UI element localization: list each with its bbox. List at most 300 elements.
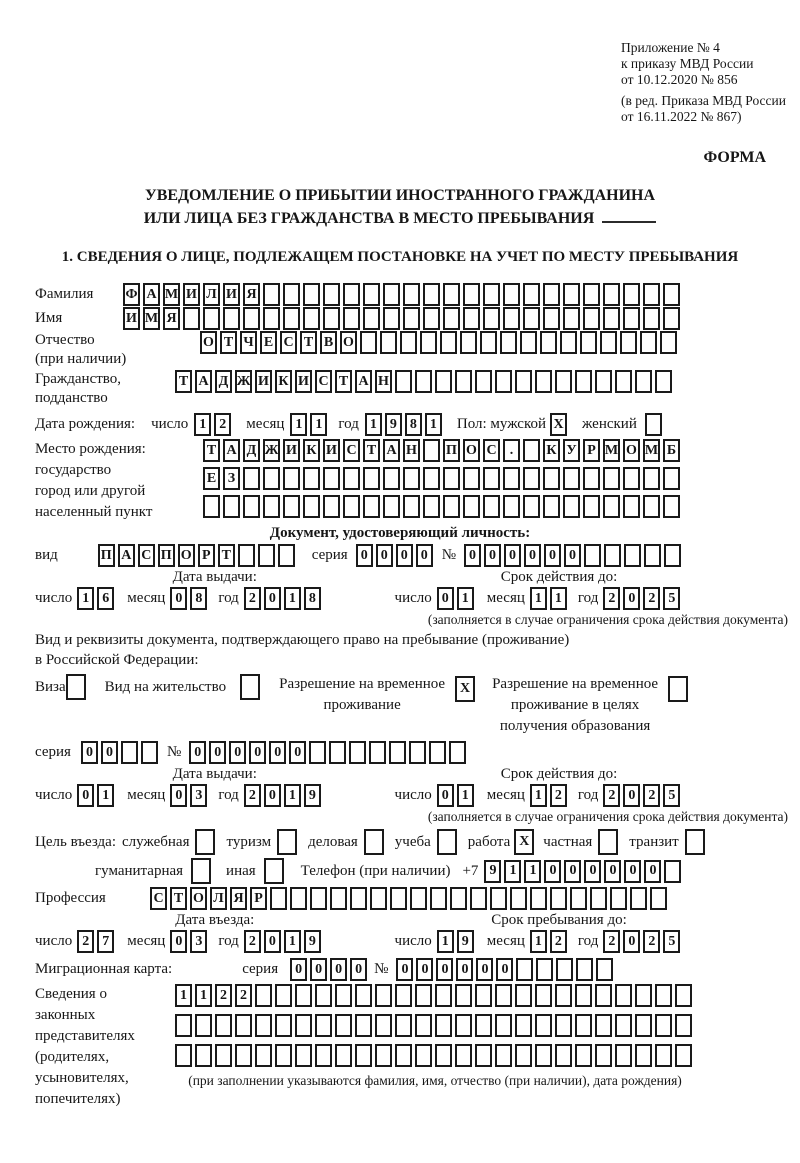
char-box[interactable]: С: [483, 439, 500, 462]
char-box[interactable]: [343, 307, 360, 330]
char-box[interactable]: 0: [356, 544, 373, 567]
char-box[interactable]: И: [123, 307, 140, 330]
char-box[interactable]: [555, 1014, 572, 1037]
char-box[interactable]: 1: [175, 984, 192, 1007]
char-box[interactable]: Е: [203, 467, 220, 490]
char-box[interactable]: П: [443, 439, 460, 462]
char-box[interactable]: 0: [249, 741, 266, 764]
char-box[interactable]: А: [383, 439, 400, 462]
char-box[interactable]: И: [255, 370, 272, 393]
char-box[interactable]: [523, 495, 540, 518]
char-box[interactable]: 1: [195, 984, 212, 1007]
char-box[interactable]: [623, 495, 640, 518]
char-box[interactable]: [283, 495, 300, 518]
char-box[interactable]: [583, 307, 600, 330]
char-box[interactable]: [258, 544, 275, 567]
char-box[interactable]: [600, 331, 617, 354]
char-box[interactable]: [323, 467, 340, 490]
char-box[interactable]: [515, 1044, 532, 1067]
char-box[interactable]: [335, 984, 352, 1007]
char-box[interactable]: 0: [484, 544, 501, 567]
char-box[interactable]: .: [503, 439, 520, 462]
char-box[interactable]: 0: [229, 741, 246, 764]
purpose-official-checkbox[interactable]: [195, 829, 215, 855]
char-box[interactable]: [623, 283, 640, 306]
char-box[interactable]: [303, 495, 320, 518]
char-box[interactable]: 9: [484, 860, 501, 883]
edu-residence-permit-checkbox[interactable]: [668, 676, 688, 702]
char-box[interactable]: О: [190, 887, 207, 910]
char-box[interactable]: О: [463, 439, 480, 462]
char-box[interactable]: А: [355, 370, 372, 393]
char-box[interactable]: 1: [365, 413, 382, 436]
char-box[interactable]: [223, 495, 240, 518]
char-box[interactable]: [603, 495, 620, 518]
char-box[interactable]: [495, 370, 512, 393]
char-box[interactable]: З: [223, 467, 240, 490]
char-box[interactable]: [223, 307, 240, 330]
char-box[interactable]: Б: [663, 439, 680, 462]
char-box[interactable]: [203, 307, 220, 330]
char-box[interactable]: 5: [663, 784, 680, 807]
char-box[interactable]: [121, 741, 138, 764]
char-box[interactable]: [655, 1044, 672, 1067]
char-box[interactable]: [415, 370, 432, 393]
char-box[interactable]: 0: [264, 587, 281, 610]
char-box[interactable]: [650, 887, 667, 910]
char-box[interactable]: Н: [403, 439, 420, 462]
char-box[interactable]: [175, 1044, 192, 1067]
char-box[interactable]: [443, 495, 460, 518]
char-box[interactable]: 0: [544, 860, 561, 883]
char-box[interactable]: 2: [550, 784, 567, 807]
char-box[interactable]: [183, 307, 200, 330]
char-box[interactable]: [330, 887, 347, 910]
char-box[interactable]: [595, 984, 612, 1007]
male-checkbox[interactable]: X: [550, 413, 567, 436]
char-box[interactable]: [303, 283, 320, 306]
char-box[interactable]: [635, 370, 652, 393]
char-box[interactable]: [563, 467, 580, 490]
char-box[interactable]: [350, 887, 367, 910]
char-box[interactable]: 2: [244, 930, 261, 953]
char-box[interactable]: [323, 495, 340, 518]
char-box[interactable]: А: [223, 439, 240, 462]
char-box[interactable]: [540, 331, 557, 354]
char-box[interactable]: О: [178, 544, 195, 567]
char-box[interactable]: С: [343, 439, 360, 462]
char-box[interactable]: 0: [504, 544, 521, 567]
char-box[interactable]: [435, 984, 452, 1007]
char-box[interactable]: [675, 1044, 692, 1067]
char-box[interactable]: 0: [264, 930, 281, 953]
char-box[interactable]: [543, 307, 560, 330]
char-box[interactable]: К: [543, 439, 560, 462]
char-box[interactable]: [243, 467, 260, 490]
char-box[interactable]: [643, 307, 660, 330]
char-box[interactable]: [523, 283, 540, 306]
char-box[interactable]: [575, 1044, 592, 1067]
char-box[interactable]: 1: [530, 930, 547, 953]
char-box[interactable]: 3: [190, 930, 207, 953]
char-box[interactable]: [235, 1044, 252, 1067]
char-box[interactable]: [663, 495, 680, 518]
char-box[interactable]: [355, 1044, 372, 1067]
char-box[interactable]: [175, 1014, 192, 1037]
char-box[interactable]: [555, 984, 572, 1007]
char-box[interactable]: В: [320, 331, 337, 354]
char-box[interactable]: 3: [190, 784, 207, 807]
char-box[interactable]: [455, 984, 472, 1007]
char-box[interactable]: 1: [290, 413, 307, 436]
char-box[interactable]: 2: [77, 930, 94, 953]
char-box[interactable]: [583, 495, 600, 518]
char-box[interactable]: 0: [437, 784, 454, 807]
char-box[interactable]: [295, 1014, 312, 1037]
char-box[interactable]: [363, 307, 380, 330]
char-box[interactable]: С: [280, 331, 297, 354]
char-box[interactable]: [595, 370, 612, 393]
char-box[interactable]: [363, 467, 380, 490]
char-box[interactable]: 0: [624, 860, 641, 883]
char-box[interactable]: [570, 887, 587, 910]
char-box[interactable]: 0: [269, 741, 286, 764]
char-box[interactable]: [443, 467, 460, 490]
char-box[interactable]: [395, 1044, 412, 1067]
char-box[interactable]: [664, 860, 681, 883]
char-box[interactable]: [195, 1014, 212, 1037]
char-box[interactable]: [675, 984, 692, 1007]
char-box[interactable]: О: [200, 331, 217, 354]
char-box[interactable]: [310, 887, 327, 910]
char-box[interactable]: [483, 307, 500, 330]
char-box[interactable]: [283, 467, 300, 490]
char-box[interactable]: [235, 1014, 252, 1037]
char-box[interactable]: Я: [163, 307, 180, 330]
char-box[interactable]: [664, 544, 681, 567]
char-box[interactable]: [363, 495, 380, 518]
char-box[interactable]: 8: [190, 587, 207, 610]
char-box[interactable]: 9: [304, 930, 321, 953]
char-box[interactable]: [203, 495, 220, 518]
char-box[interactable]: [475, 1014, 492, 1037]
char-box[interactable]: [215, 1044, 232, 1067]
char-box[interactable]: Р: [250, 887, 267, 910]
char-box[interactable]: 6: [97, 587, 114, 610]
char-box[interactable]: [483, 467, 500, 490]
purpose-business-checkbox[interactable]: [364, 829, 384, 855]
char-box[interactable]: [315, 984, 332, 1007]
char-box[interactable]: [523, 467, 540, 490]
char-box[interactable]: [455, 1044, 472, 1067]
char-box[interactable]: [390, 887, 407, 910]
char-box[interactable]: [535, 1014, 552, 1037]
char-box[interactable]: [643, 495, 660, 518]
char-box[interactable]: П: [98, 544, 115, 567]
purpose-study-checkbox[interactable]: [437, 829, 457, 855]
char-box[interactable]: Л: [203, 283, 220, 306]
char-box[interactable]: [515, 984, 532, 1007]
char-box[interactable]: [238, 544, 255, 567]
char-box[interactable]: [315, 1014, 332, 1037]
char-box[interactable]: [141, 741, 158, 764]
char-box[interactable]: 0: [77, 784, 94, 807]
char-box[interactable]: [563, 307, 580, 330]
char-box[interactable]: [243, 495, 260, 518]
char-box[interactable]: [583, 467, 600, 490]
char-box[interactable]: 0: [290, 958, 307, 981]
purpose-humanitarian-checkbox[interactable]: [191, 858, 211, 884]
char-box[interactable]: Ч: [240, 331, 257, 354]
char-box[interactable]: [435, 1044, 452, 1067]
purpose-private-checkbox[interactable]: [598, 829, 618, 855]
char-box[interactable]: [455, 1014, 472, 1037]
char-box[interactable]: [483, 283, 500, 306]
char-box[interactable]: [555, 370, 572, 393]
char-box[interactable]: К: [275, 370, 292, 393]
char-box[interactable]: 1: [530, 784, 547, 807]
char-box[interactable]: М: [643, 439, 660, 462]
visa-checkbox[interactable]: [66, 674, 86, 700]
char-box[interactable]: [500, 331, 517, 354]
char-box[interactable]: [580, 331, 597, 354]
char-box[interactable]: [389, 741, 406, 764]
char-box[interactable]: [283, 283, 300, 306]
char-box[interactable]: [278, 544, 295, 567]
char-box[interactable]: Т: [203, 439, 220, 462]
char-box[interactable]: [355, 1014, 372, 1037]
char-box[interactable]: [315, 1044, 332, 1067]
char-box[interactable]: Я: [230, 887, 247, 910]
char-box[interactable]: Р: [583, 439, 600, 462]
char-box[interactable]: [516, 958, 533, 981]
char-box[interactable]: 2: [643, 587, 660, 610]
char-box[interactable]: [403, 307, 420, 330]
char-box[interactable]: [603, 283, 620, 306]
char-box[interactable]: 9: [457, 930, 474, 953]
char-box[interactable]: [470, 887, 487, 910]
char-box[interactable]: 1: [310, 413, 327, 436]
char-box[interactable]: [503, 307, 520, 330]
char-box[interactable]: [543, 283, 560, 306]
char-box[interactable]: [463, 467, 480, 490]
residence-permit-checkbox[interactable]: [240, 674, 260, 700]
char-box[interactable]: [275, 984, 292, 1007]
char-box[interactable]: 1: [97, 784, 114, 807]
char-box[interactable]: [410, 887, 427, 910]
char-box[interactable]: [380, 331, 397, 354]
char-box[interactable]: [575, 984, 592, 1007]
char-box[interactable]: [615, 370, 632, 393]
char-box[interactable]: [463, 495, 480, 518]
char-box[interactable]: [475, 984, 492, 1007]
char-box[interactable]: [295, 1044, 312, 1067]
char-box[interactable]: [360, 331, 377, 354]
char-box[interactable]: [283, 307, 300, 330]
char-box[interactable]: 2: [214, 413, 231, 436]
char-box[interactable]: 0: [524, 544, 541, 567]
char-box[interactable]: 0: [584, 860, 601, 883]
char-box[interactable]: [556, 958, 573, 981]
char-box[interactable]: [655, 1014, 672, 1037]
char-box[interactable]: [535, 984, 552, 1007]
char-box[interactable]: [663, 467, 680, 490]
char-box[interactable]: [243, 307, 260, 330]
char-box[interactable]: 0: [623, 784, 640, 807]
char-box[interactable]: Т: [335, 370, 352, 393]
char-box[interactable]: [503, 283, 520, 306]
char-box[interactable]: 2: [643, 784, 660, 807]
char-box[interactable]: 0: [189, 741, 206, 764]
char-box[interactable]: Д: [243, 439, 260, 462]
char-box[interactable]: [595, 1014, 612, 1037]
char-box[interactable]: [335, 1014, 352, 1037]
char-box[interactable]: [475, 370, 492, 393]
char-box[interactable]: [383, 467, 400, 490]
char-box[interactable]: [290, 887, 307, 910]
char-box[interactable]: 0: [416, 544, 433, 567]
char-box[interactable]: 2: [603, 587, 620, 610]
char-box[interactable]: [620, 331, 637, 354]
char-box[interactable]: Ж: [263, 439, 280, 462]
char-box[interactable]: [455, 370, 472, 393]
char-box[interactable]: [443, 307, 460, 330]
purpose-tourism-checkbox[interactable]: [277, 829, 297, 855]
char-box[interactable]: 0: [170, 784, 187, 807]
char-box[interactable]: [635, 984, 652, 1007]
char-box[interactable]: [275, 1014, 292, 1037]
char-box[interactable]: [400, 331, 417, 354]
char-box[interactable]: [415, 1014, 432, 1037]
purpose-transit-checkbox[interactable]: [685, 829, 705, 855]
char-box[interactable]: [503, 467, 520, 490]
char-box[interactable]: [423, 307, 440, 330]
char-box[interactable]: 0: [496, 958, 513, 981]
char-box[interactable]: [263, 467, 280, 490]
char-box[interactable]: Т: [363, 439, 380, 462]
char-box[interactable]: [435, 370, 452, 393]
char-box[interactable]: Е: [260, 331, 277, 354]
char-box[interactable]: К: [303, 439, 320, 462]
char-box[interactable]: [530, 887, 547, 910]
char-box[interactable]: [440, 331, 457, 354]
char-box[interactable]: А: [195, 370, 212, 393]
char-box[interactable]: [423, 467, 440, 490]
char-box[interactable]: [303, 307, 320, 330]
char-box[interactable]: [255, 1014, 272, 1037]
char-box[interactable]: 0: [623, 587, 640, 610]
char-box[interactable]: [615, 1014, 632, 1037]
char-box[interactable]: [323, 307, 340, 330]
char-box[interactable]: [610, 887, 627, 910]
char-box[interactable]: С: [150, 887, 167, 910]
char-box[interactable]: П: [158, 544, 175, 567]
char-box[interactable]: [615, 1044, 632, 1067]
char-box[interactable]: Л: [210, 887, 227, 910]
char-box[interactable]: 0: [209, 741, 226, 764]
char-box[interactable]: [495, 1014, 512, 1037]
char-box[interactable]: [635, 1044, 652, 1067]
char-box[interactable]: [550, 887, 567, 910]
char-box[interactable]: [603, 467, 620, 490]
char-box[interactable]: [584, 544, 601, 567]
char-box[interactable]: [575, 370, 592, 393]
char-box[interactable]: [295, 984, 312, 1007]
char-box[interactable]: [604, 544, 621, 567]
char-box[interactable]: А: [143, 283, 160, 306]
char-box[interactable]: [596, 958, 613, 981]
char-box[interactable]: 7: [97, 930, 114, 953]
char-box[interactable]: Н: [375, 370, 392, 393]
char-box[interactable]: [490, 887, 507, 910]
char-box[interactable]: Т: [170, 887, 187, 910]
char-box[interactable]: С: [138, 544, 155, 567]
char-box[interactable]: [369, 741, 386, 764]
char-box[interactable]: [323, 283, 340, 306]
char-box[interactable]: 1: [284, 587, 301, 610]
char-box[interactable]: М: [143, 307, 160, 330]
char-box[interactable]: [523, 307, 540, 330]
char-box[interactable]: [643, 467, 660, 490]
char-box[interactable]: [375, 1014, 392, 1037]
char-box[interactable]: 0: [396, 544, 413, 567]
char-box[interactable]: [375, 984, 392, 1007]
char-box[interactable]: [635, 1014, 652, 1037]
char-box[interactable]: [435, 1014, 452, 1037]
char-box[interactable]: [520, 331, 537, 354]
char-box[interactable]: [463, 307, 480, 330]
char-box[interactable]: 5: [663, 930, 680, 953]
char-box[interactable]: [483, 495, 500, 518]
char-box[interactable]: [576, 958, 593, 981]
char-box[interactable]: 1: [284, 930, 301, 953]
char-box[interactable]: [450, 887, 467, 910]
char-box[interactable]: 0: [416, 958, 433, 981]
char-box[interactable]: [583, 283, 600, 306]
char-box[interactable]: [623, 467, 640, 490]
char-box[interactable]: 2: [603, 930, 620, 953]
char-box[interactable]: 1: [457, 587, 474, 610]
char-box[interactable]: 0: [310, 958, 327, 981]
char-box[interactable]: Т: [300, 331, 317, 354]
char-box[interactable]: Ж: [235, 370, 252, 393]
char-box[interactable]: [575, 1014, 592, 1037]
char-box[interactable]: 0: [544, 544, 561, 567]
char-box[interactable]: [415, 984, 432, 1007]
char-box[interactable]: [523, 439, 540, 462]
char-box[interactable]: 0: [264, 784, 281, 807]
char-box[interactable]: [263, 283, 280, 306]
char-box[interactable]: И: [295, 370, 312, 393]
char-box[interactable]: [415, 1044, 432, 1067]
char-box[interactable]: [515, 370, 532, 393]
char-box[interactable]: Р: [198, 544, 215, 567]
char-box[interactable]: 0: [476, 958, 493, 981]
char-box[interactable]: 1: [530, 587, 547, 610]
char-box[interactable]: 2: [603, 784, 620, 807]
char-box[interactable]: 0: [644, 860, 661, 883]
char-box[interactable]: [263, 495, 280, 518]
char-box[interactable]: [535, 370, 552, 393]
char-box[interactable]: [215, 1014, 232, 1037]
char-box[interactable]: [423, 495, 440, 518]
char-box[interactable]: [663, 307, 680, 330]
char-box[interactable]: [603, 307, 620, 330]
char-box[interactable]: 0: [170, 587, 187, 610]
char-box[interactable]: И: [323, 439, 340, 462]
char-box[interactable]: 0: [289, 741, 306, 764]
char-box[interactable]: [644, 544, 661, 567]
